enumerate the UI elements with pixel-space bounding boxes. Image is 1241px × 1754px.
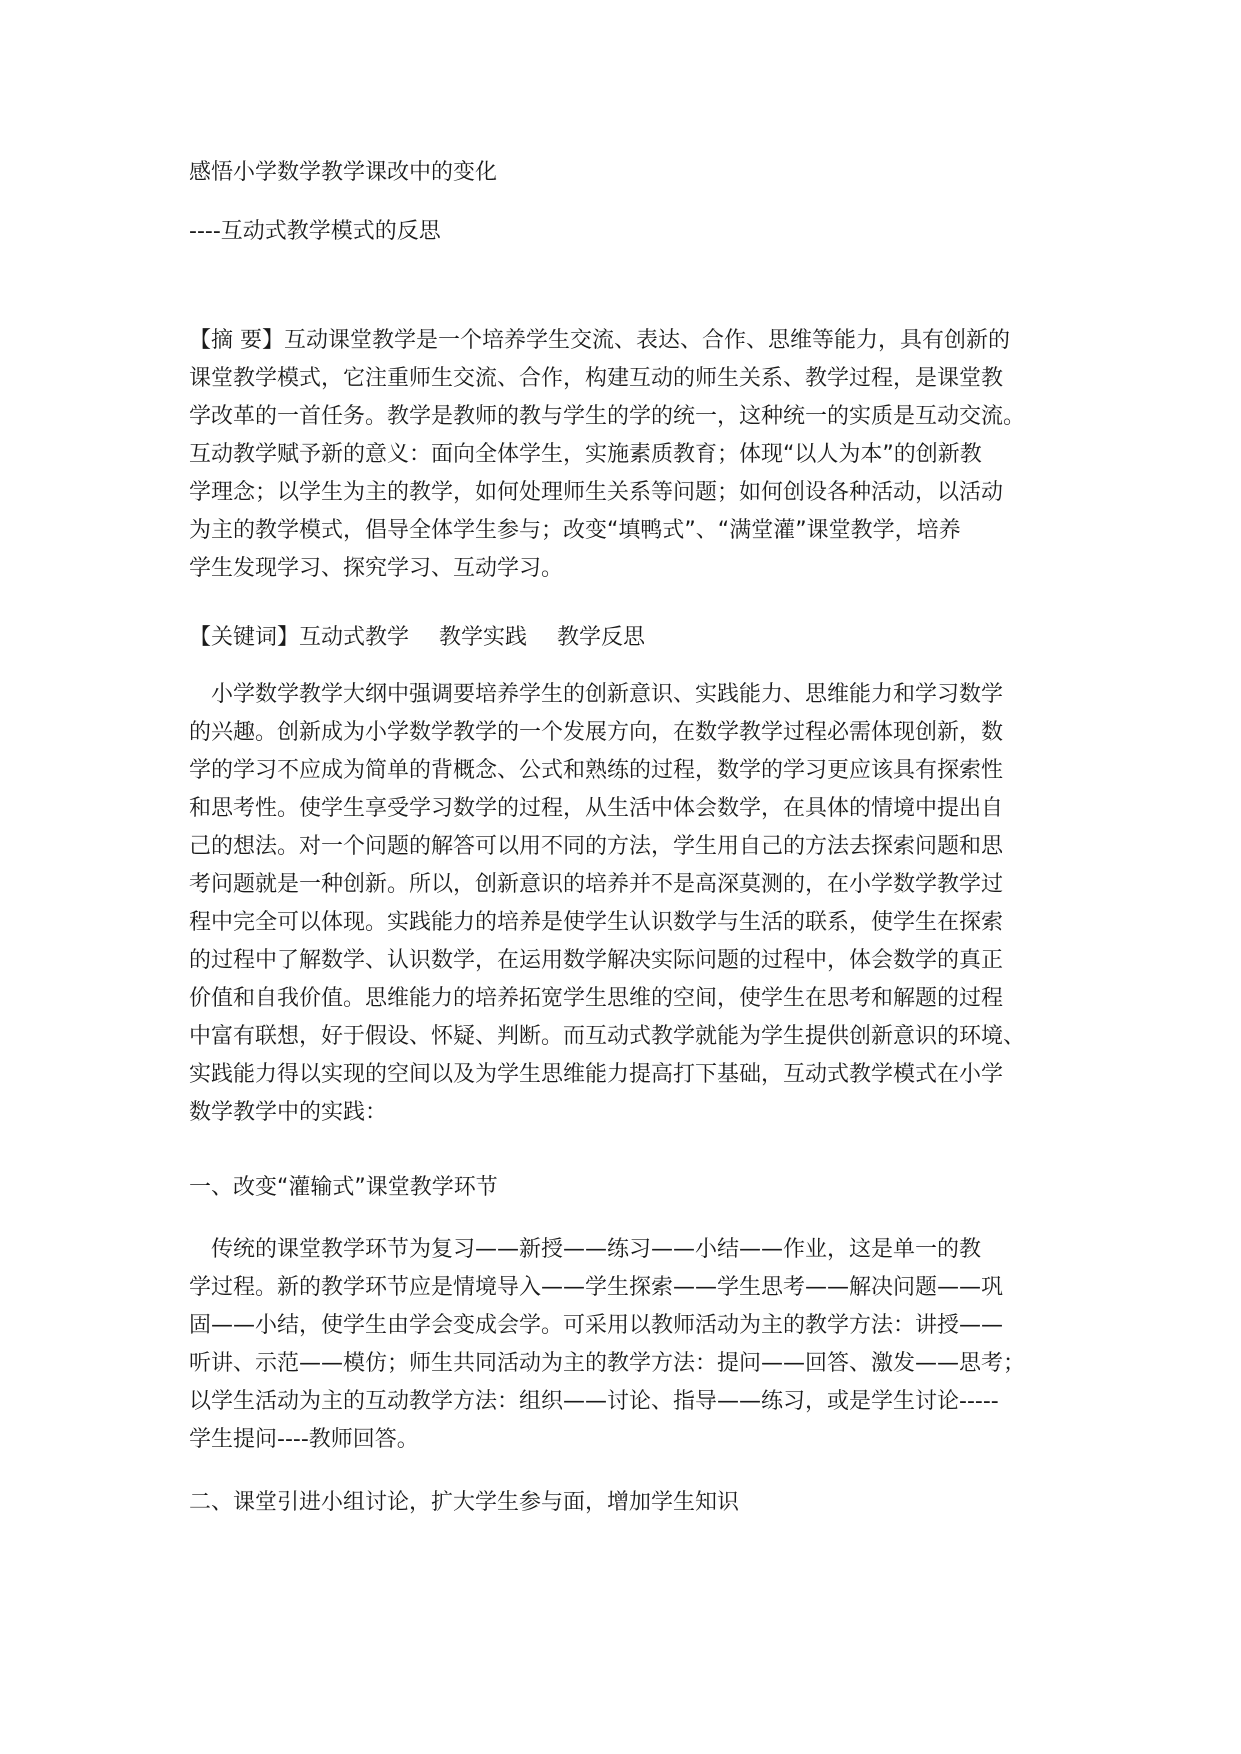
body-line: 己的想法。对一个问题的解答可以用不同的方法，学生用自己的方法去探索问题和思 [189, 834, 1004, 859]
section-1-paragraph [189, 1231, 1089, 1459]
body-line: 数学教学中的实践： [189, 1100, 388, 1125]
body-line: 实践能力得以实现的空间以及为学生思维能力提高打下基础，互动式教学模式在小学 [189, 1062, 1004, 1087]
para-1-line: 固——小结，使学生由学会变成会学。可采用以教师活动为主的教学方法：讲授—— [189, 1313, 1004, 1338]
subtitle-text: ----互动式教学模式的反思 [189, 219, 441, 244]
heading-2-text: 二、课堂引进小组讨论，扩大学生参与面，增加学生知识 [189, 1490, 740, 1515]
keyword-2: 教学实践 [439, 625, 528, 650]
document-subtitle [189, 213, 1089, 251]
abstract-line: 学改革的一首任务。教学是教师的教与学生的学的统一，这种统一的实质是互动交流。 [189, 404, 1026, 429]
body-line: 中富有联想，好于假设、怀疑、判断。而互动式教学就能为学生提供创新意识的环境、 [189, 1024, 1026, 1049]
abstract-paragraph [189, 322, 1089, 588]
abstract-line: 学生发现学习、探究学习、互动学习。 [189, 556, 564, 581]
title-text: 感悟小学数学教学课改中的变化 [189, 160, 498, 185]
heading-1-text: 一、改变“灌输式”课堂教学环节 [189, 1175, 498, 1200]
para-1-line: 听讲、示范——模仿；师生共同活动为主的教学方法：提问——回答、激发——思考； [189, 1351, 1026, 1376]
abstract-line: 【摘 要】互动课堂教学是一个培养学生交流、表达、合作、思维等能力，具有创新的 [189, 328, 1010, 353]
para-1-line: 学生提问----教师回答。 [189, 1427, 419, 1452]
section-heading-1 [189, 1169, 1089, 1207]
body-paragraph [189, 676, 1089, 1132]
body-line: 价值和自我价值。思维能力的培养拓宽学生思维的空间，使学生在思考和解题的过程 [189, 986, 1004, 1011]
abstract-line: 课堂教学模式，它注重师生交流、合作，构建互动的师生关系、教学过程，是课堂教 [189, 366, 1004, 391]
body-line: 考问题就是一种创新。所以，创新意识的培养并不是高深莫测的，在小学数学教学过 [189, 872, 1004, 897]
keywords-line [189, 619, 1089, 657]
para-1-line: 以学生活动为主的互动教学方法：组织——讨论、指导——练习，或是学生讨论----- [189, 1389, 999, 1414]
body-line: 小学数学教学大纲中强调要培养学生的创新意识、实践能力、思维能力和学习数学 [189, 682, 1004, 707]
keywords-row [189, 619, 1089, 657]
para-1-line: 学过程。新的教学环节应是情境导入——学生探索——学生思考——解决问题——巩 [189, 1275, 1004, 1300]
body-line: 的过程中了解数学、认识数学，在运用数学解决实际问题的过程中，体会数学的真正 [189, 948, 1004, 973]
keywords-label: 【关键词】互动式教学 [189, 625, 410, 650]
keyword-3: 教学反思 [557, 625, 646, 650]
abstract-line: 互动教学赋予新的意义：面向全体学生，实施素质教育；体现“以人为本”的创新教 [189, 442, 982, 467]
body-line: 程中完全可以体现。实践能力的培养是使学生认识数学与生活的联系，使学生在探索 [189, 910, 1004, 935]
abstract-line: 学理念；以学生为主的教学，如何处理师生关系等问题；如何创设各种活动，以活动 [189, 480, 1004, 505]
document-title [189, 154, 1089, 192]
body-line: 学的学习不应成为简单的背概念、公式和熟练的过程，数学的学习更应该具有探索性 [189, 758, 1004, 783]
para-1-line: 传统的课堂教学环节为复习——新授——练习——小结——作业，这是单一的教 [189, 1237, 982, 1262]
abstract-line: 为主的教学模式，倡导全体学生参与；改变“填鸭式”、“满堂灌”课堂教学，培养 [189, 518, 961, 543]
body-line: 的兴趣。创新成为小学数学教学的一个发展方向，在数学教学过程必需体现创新，数 [189, 720, 1004, 745]
section-heading-2 [189, 1484, 1089, 1522]
body-line: 和思考性。使学生享受学习数学的过程，从生活中体会数学，在具体的情境中提出自 [189, 796, 1004, 821]
